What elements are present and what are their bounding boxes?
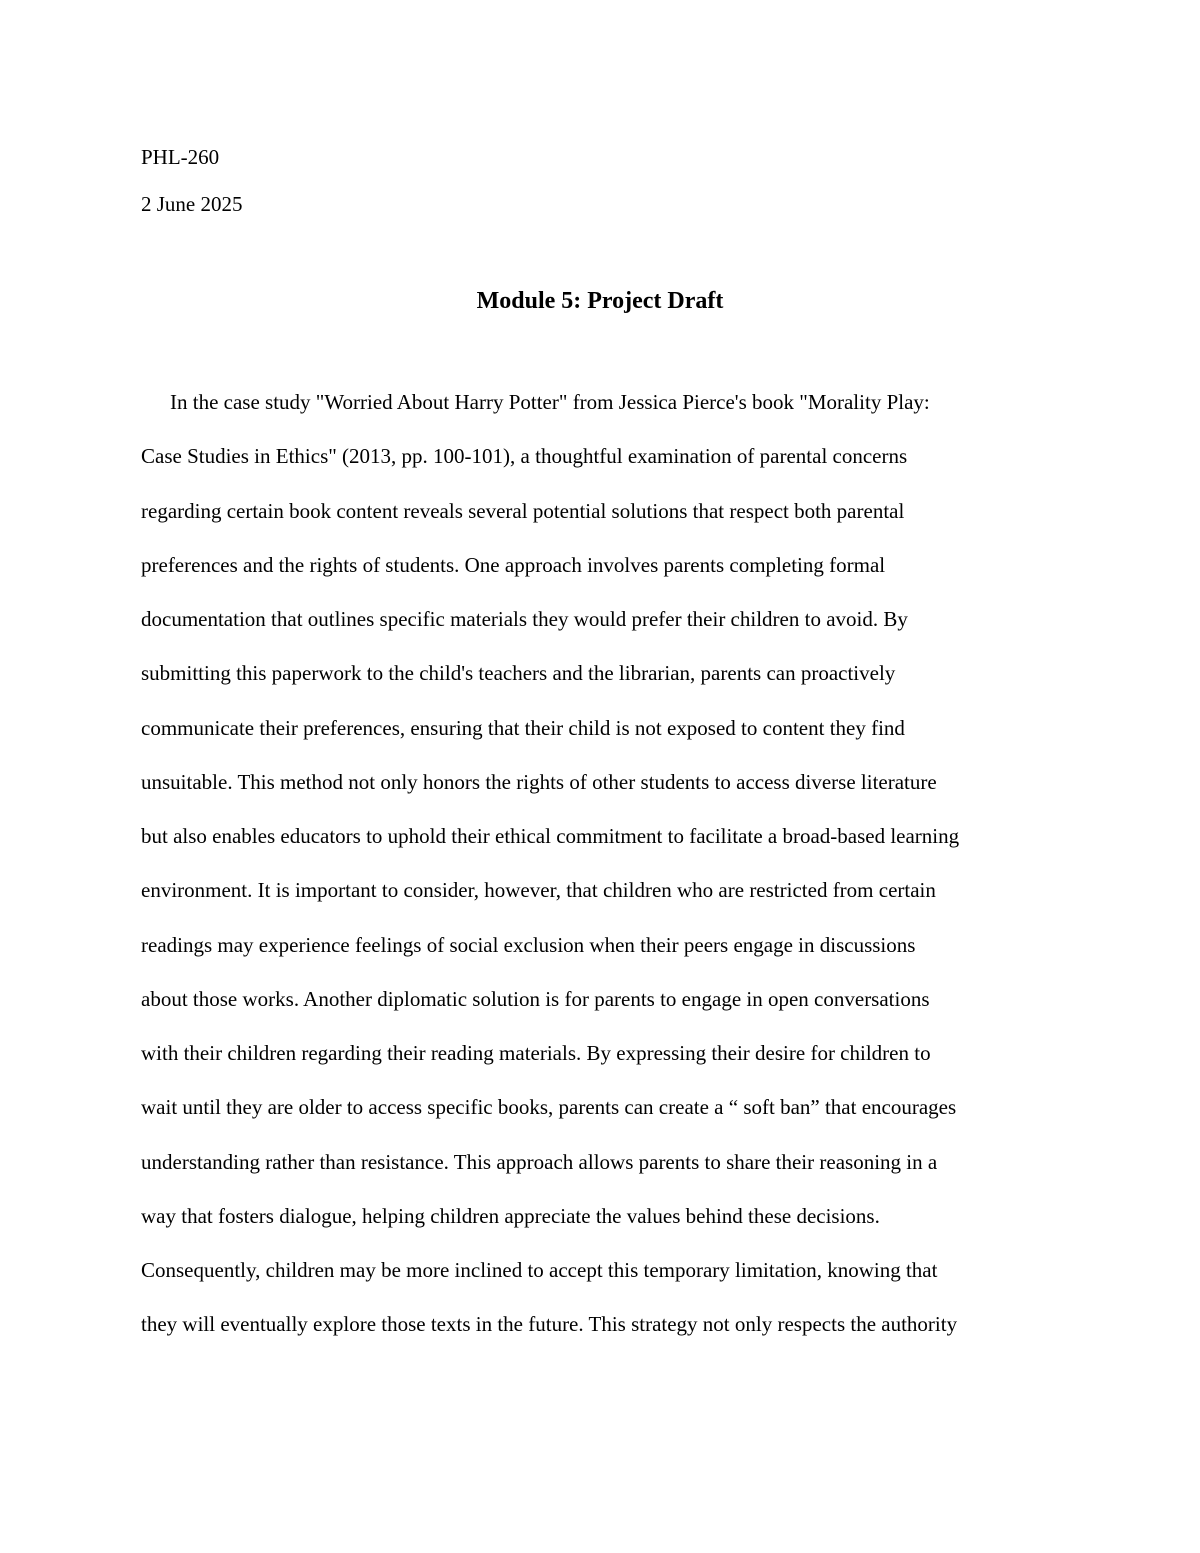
body-line: they will eventually explore those texts in the future. This strategy not only respects the authority xyxy=(141,1312,958,1337)
body-line: wait until they are older to access specific books, parents can create a “ soft ban” that encourages xyxy=(141,1095,957,1120)
body-line: way that fosters dialogue, helping children appreciate the values behind these decisions. xyxy=(141,1203,880,1228)
document-title: Module 5: Project Draft xyxy=(476,288,724,314)
body-line: submitting this paperwork to the child's teachers and the librarian, parents can proactively xyxy=(141,661,896,686)
body-line: regarding certain book content reveals several potential solutions that respect both parental xyxy=(141,498,905,523)
document-date: 2 June 2025 xyxy=(141,192,243,216)
body-line: Consequently, children may be more inclined to accept this temporary limitation, knowing that xyxy=(141,1258,938,1282)
body-line: with their children regarding their reading materials. By expressing their desire for children to xyxy=(141,1041,931,1065)
body-line: environment. It is important to consider, however, that children who are restricted from certain xyxy=(141,878,936,903)
body-paragraph xyxy=(141,380,1071,1357)
body-line: unsuitable. This method not only honors the rights of other students to access diverse literature xyxy=(141,769,937,794)
body-line: Case Studies in Ethics" (2013, pp. 100-101), a thoughtful examination of parental concerns xyxy=(141,444,908,469)
body-line: understanding rather than resistance. This approach allows parents to share their reasoning in a xyxy=(141,1149,938,1174)
body-line: documentation that outlines specific materials they would prefer their children to avoid. By xyxy=(141,607,908,631)
course-code: PHL-260 xyxy=(141,145,220,169)
body-line: In the case study "Worried About Harry Potter" from Jessica Pierce's book "Morality Play: xyxy=(170,390,930,414)
body-line: readings may experience feelings of social exclusion when their peers engage in discussions xyxy=(141,932,916,957)
body-line: about those works. Another diplomatic solution is for parents to engage in open conversations xyxy=(141,986,930,1011)
body-line: communicate their preferences, ensuring that their child is not exposed to content they find xyxy=(141,715,905,740)
body-line: but also enables educators to uphold their ethical commitment to facilitate a broad-based learning xyxy=(141,824,960,848)
body-line: preferences and the rights of students. One approach involves parents completing formal xyxy=(141,552,886,577)
